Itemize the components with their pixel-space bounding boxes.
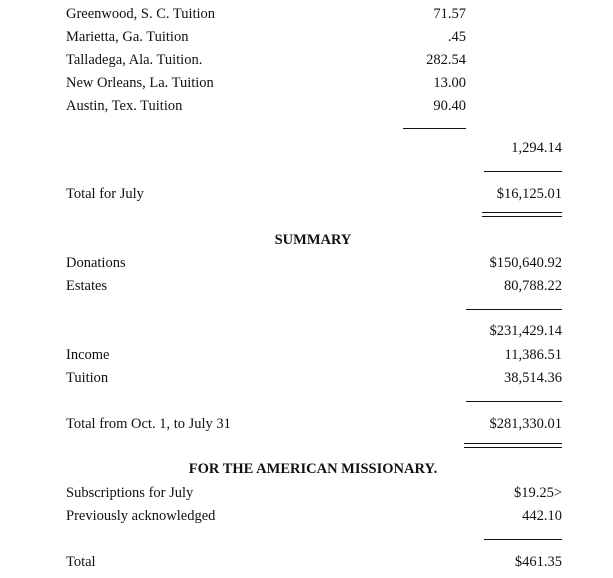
sum-rule xyxy=(466,309,562,310)
double-rule xyxy=(464,443,562,448)
tuition-label: Tuition xyxy=(66,370,109,386)
sum-rule xyxy=(403,128,466,129)
donations-label: Donations xyxy=(66,255,126,271)
item-label: Talladega, Ala. Tuition. xyxy=(66,52,203,68)
item-label: New Orleans, La. Tuition xyxy=(66,75,214,91)
sum-rule xyxy=(466,401,562,402)
tuition-amount: 38,514.36 xyxy=(504,370,562,386)
summary-heading: SUMMARY xyxy=(274,232,352,248)
item-label: Austin, Tex. Tuition xyxy=(66,98,183,114)
double-rule xyxy=(482,212,562,217)
previous-amount: 442.10 xyxy=(522,508,562,524)
grand-total-label: Total from Oct. 1, to July 31 xyxy=(66,416,231,432)
missionary-total-amount: $461.35 xyxy=(514,554,562,570)
tuition-subtotal: 1,294.14 xyxy=(511,140,562,156)
item-amount: 71.57 xyxy=(433,6,466,22)
july-total-label: Total for July xyxy=(66,186,144,202)
item-amount: 13.00 xyxy=(433,75,466,91)
item-label: Marietta, Ga. Tuition xyxy=(66,29,189,45)
missionary-heading: FOR THE AMERICAN MISSIONARY. xyxy=(188,461,438,477)
july-total-amount: $16,125.01 xyxy=(496,186,562,202)
sum-rule xyxy=(484,171,562,172)
income-label: Income xyxy=(66,347,110,363)
estates-amount: 80,788.22 xyxy=(504,278,562,294)
previous-label: Previously acknowledged xyxy=(66,508,216,524)
missionary-total-label: Total xyxy=(66,554,96,570)
item-amount: 90.40 xyxy=(433,98,466,114)
item-amount: .45 xyxy=(447,29,466,45)
item-amount: 282.54 xyxy=(426,52,466,68)
subscriptions-label: Subscriptions for July xyxy=(66,485,194,501)
donations-amount: $150,640.92 xyxy=(489,255,562,271)
sum-rule xyxy=(484,539,562,540)
income-amount: 11,386.51 xyxy=(504,347,562,363)
grand-total-amount: $281,330.01 xyxy=(489,416,562,432)
subscriptions-amount: $19.25> xyxy=(513,485,562,501)
estates-label: Estates xyxy=(66,278,108,294)
item-label: Greenwood, S. C. Tuition xyxy=(66,6,216,22)
summary-subtotal: $231,429.14 xyxy=(489,323,562,339)
